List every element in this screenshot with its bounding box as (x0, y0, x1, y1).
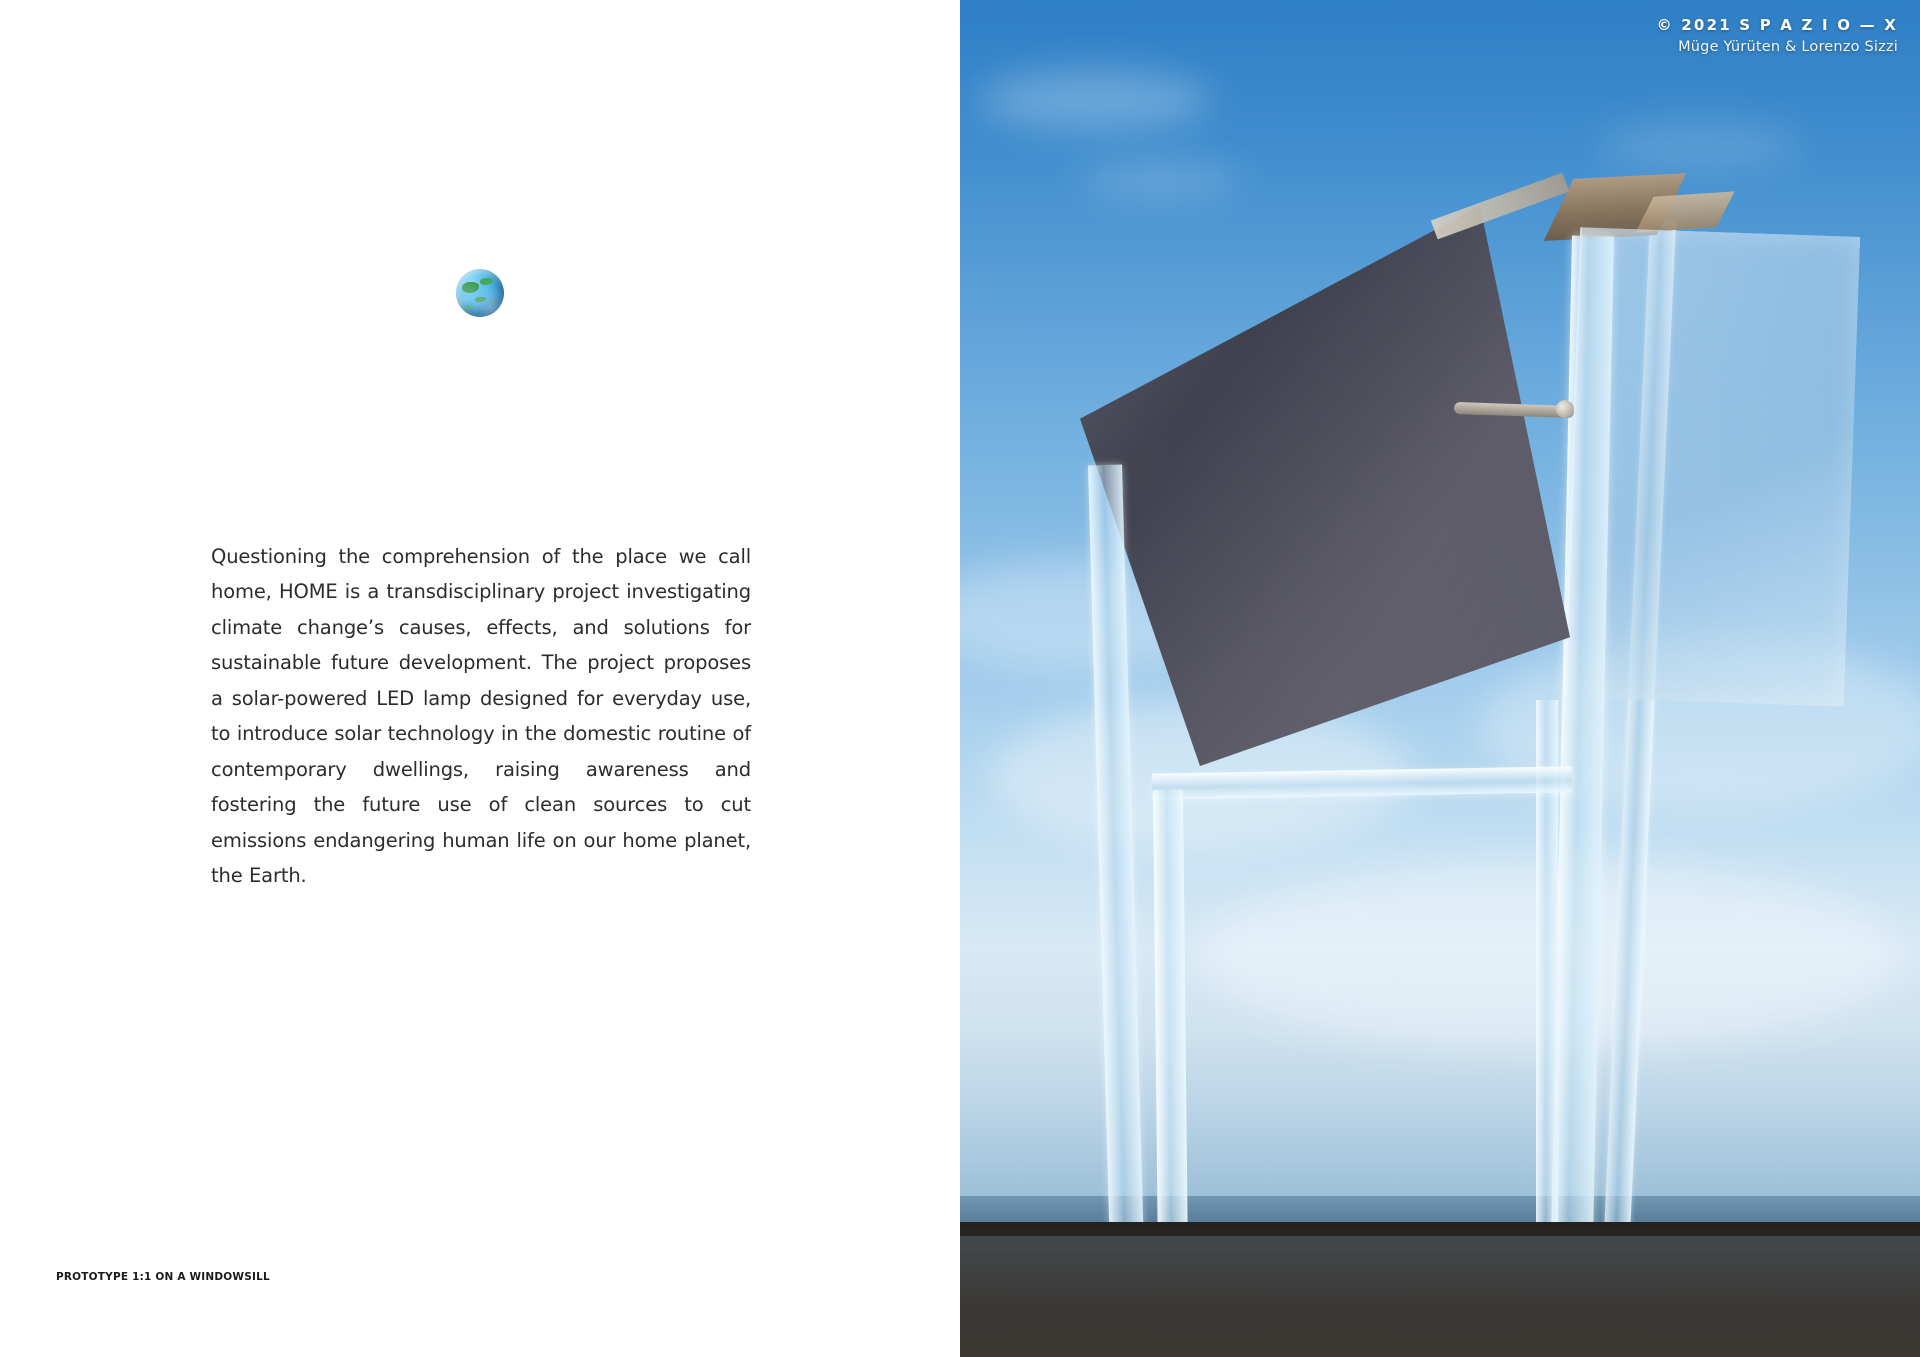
solar-lamp-sculpture (960, 0, 1920, 1357)
photo-caption: PROTOTYPE 1:1 ON A WINDOWSILL (56, 1271, 270, 1283)
glass-shelf (1152, 766, 1572, 799)
copyright-line: © 2021 S P A Z I O — X (1656, 16, 1898, 34)
credits-block (1657, 16, 1898, 55)
authors-line: Müge Yürüten & Lorenzo Sizzi (1678, 39, 1898, 55)
solar-panel-sheen (1070, 206, 1570, 766)
right-photo-page (960, 0, 1920, 1357)
rooftop-reflection (960, 1236, 1920, 1357)
project-description-paragraph: Questioning the comprehension of the place we call home, HOME is a transdisciplinary project investigating climate change’s causes, effects, and solutions for sustainable future development. The project proposes a solar-powered LED lamp designed for everyday use, to introduce solar technology in the domestic routine of contemporary dwellings, raising awareness and fostering the future use of clean sources to cut emissions endangering human life on our home planet, the Earth. (211, 544, 751, 887)
earth-globe-icon (456, 269, 504, 317)
metal-rod-cap (1556, 400, 1574, 418)
